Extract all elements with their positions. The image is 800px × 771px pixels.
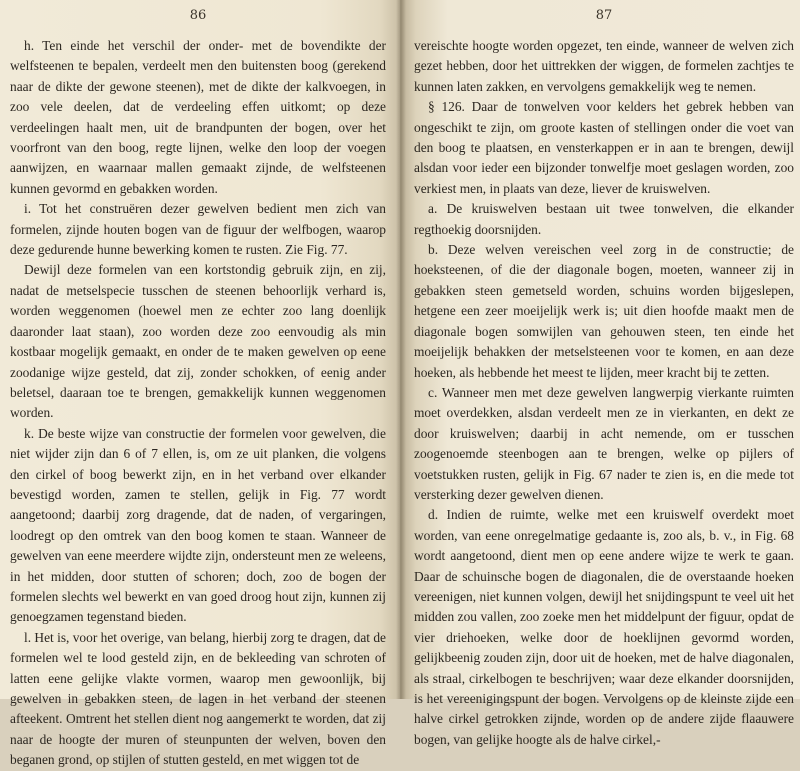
page-number-left: 86 — [189, 8, 207, 23]
paragraph-b: b. Deze welven vereischen veel zorg in de constructie; de hoeksteenen, of die der diagonale bogen, moeten, wanneer zij in gebakken steen gemetseld worden, schuins worden bijgeslepen, hetgene een zeer moeijelijk werk is; uit dien hoofde maakt men de diagonale bogen somwijlen van gehouwen steen, ten einde het moeijelijk behakken der metselsteenen voor te komen, en aan deze hoeken, als hebbende het meest te lijden, meer kracht bij te zetten. — [414, 242, 794, 380]
page-number-right: 87 — [595, 8, 613, 23]
paragraph-d: d. Indien de ruimte, welke met een kruiswelf overdekt moet worden, van eene onregelmatige gedaante is, zoo als, b. v., in Fig. 68 wordt aangetoond, dient men op eene andere wijze te werk te gaan. Daar de schuinsche bogen de diagonalen, die de overstaande hoeken vereenigen, niet kunnen volgen, dewijl het snijdingspunt te veel uit het midden zou vallen, zoo zoeke men het middelpunt der figuur, opdat de vier driehoeken, welke door de hoeklijnen gevormd worden, gelijkbeenig zouden zijn, door uit de hoeken, met de halve diagonalen, als straal, cirkelbogen te beschrijven; waar deze elkander doorsnijden, is het vereenigingspunt der bogen. Vervolgens op de kleinste zijde een halve cirkel getrokken zijnde, worden op de andere zijde flaauwere bogen, van gelijke hoogte als de halve cirkel,- — [414, 507, 794, 747]
right-page — [400, 0, 800, 747]
paragraph-h: h. Ten einde het verschil der onder- met de bovendikte der welfsteenen te bepalen, verdeelt men den buitensten boog (gerekend naar de dikte der gewone steenen), met de dikte der kalkvoegen, in zoo vele deelen, dat de verdeeling effen uitkomt; op deze verdeelingen haalt men, uit de brandpunten der bogen, over het voorfront van den boog, regte lijnen, welke den loop der voegen aanwijzen, en waarnaar mallen gemaakt zijnde, de welfsteenen kunnen gevormd en gebakken worden. — [10, 38, 386, 196]
paragraph-c: c. Wanneer men met deze gewelven langwerpig vierkante ruimten moet overdekken, alsdan verdeelt men ze in vierkanten, en dekt ze door kruiswelven; daarbij in acht nemende, om er tusschen zoogenoemde steenbogen aan te brengen, welke op pijlers of voetstukken rusten, gelijk in Fig. 67 nader te zien is, en die mede tot versterking dezer gewelven dienen. — [414, 384, 794, 502]
left-page — [0, 0, 400, 768]
paragraph-formelen: Dewijl deze formelen van een kortstondig gebruik zijn, en zij, nadat de metselspecie tusschen de steenen behoorlijk verhard is, worden weggenomen (hoewel men ze echter zoo lang doenlijk daaronder laat staan), zoo worden deze zoo eenvoudig als min kostbaar mogelijk gemaakt, en onder de te maken gewelven op eene zoodanige wijze gesteld, dat zij, zonder schokken, of eenig ander beletsel, daaraan toe te brengen, gemakkelijk kunnen weggenomen worden. — [10, 262, 386, 421]
paragraph-l: l. Het is, voor het overige, van belang, hierbij zorg te dragen, dat de formelen wel te lood gesteld zijn, en de bekleeding van schroten of latten eene gelijke vlakte vormen, waarop men gewoonlijk, bij gewelven in gebakken steen, de lagen in het verband der steenen afteekent. Omtrent het stellen dient nog aangemerkt te worden, dat zij naar de hoogte der muren of steunpunten der welven, boven den beganen grond, op stijlen of stutten gesteld, en met wiggen tot de — [10, 629, 386, 768]
paragraph-i: i. Tot het construëren dezer gewelven bedient men zich van formelen, zijnde houten bogen van de figuur der welfbogen, waarop deze gedurende hunne bewerking komen te rusten. Zie Fig. 77. — [10, 201, 386, 258]
paragraph-continued: vereischte hoogte worden opgezet, ten einde, wanneer de welven zich gezet hebben, door het uittrekken der wiggen, de formelen zachtjes te kunnen laten zakken, en vervolgens gemakkelijk weg te nemen. — [414, 38, 794, 94]
paragraph-a: a. De kruiswelven bestaan uit twee tonwelven, die elkander regthoekig doorsnijden. — [414, 201, 794, 237]
paragraph-k: k. De beste wijze van constructie der formelen voor gewelven, die niet wijder zijn dan 6 of 7 ellen, is, om ze uit planken, die volgens den cirkel of boog bewerkt zijn, en in het verband over elkander bevestigd worden, zamen te stellen, gelijk in Fig. 77 wordt aangetoond; daarbij zorg dragende, dat de naden, of vergaringen, loodregt op den omtrek van den boog komen te staan. Wanneer de gewelven van eene meerdere wijdte zijn, ondersteunt men ze weleens, in het midden, door stutten of schoren; doch, zoo de bogen der formelen slechts wel bewerkt en van goed droog hout zijn, kunnen zij genoegzamen tegenstand bieden. — [10, 425, 386, 625]
paragraph-section-126: § 126. Daar de tonwelven voor kelders het gebrek hebben van ongeschikt te zijn, om groote kasten of stellingen onder die voet van den boog te plaatsen, en vensterkappen er in aan te brengen, dewijl alsdan voor ieder een bijzonder tonwelfje moet geslagen worden, zoo verkiest men, in plaats van deze, liever de kruiswelven. — [414, 99, 794, 196]
left-page-text — [10, 36, 386, 771]
right-page-text — [414, 36, 794, 750]
